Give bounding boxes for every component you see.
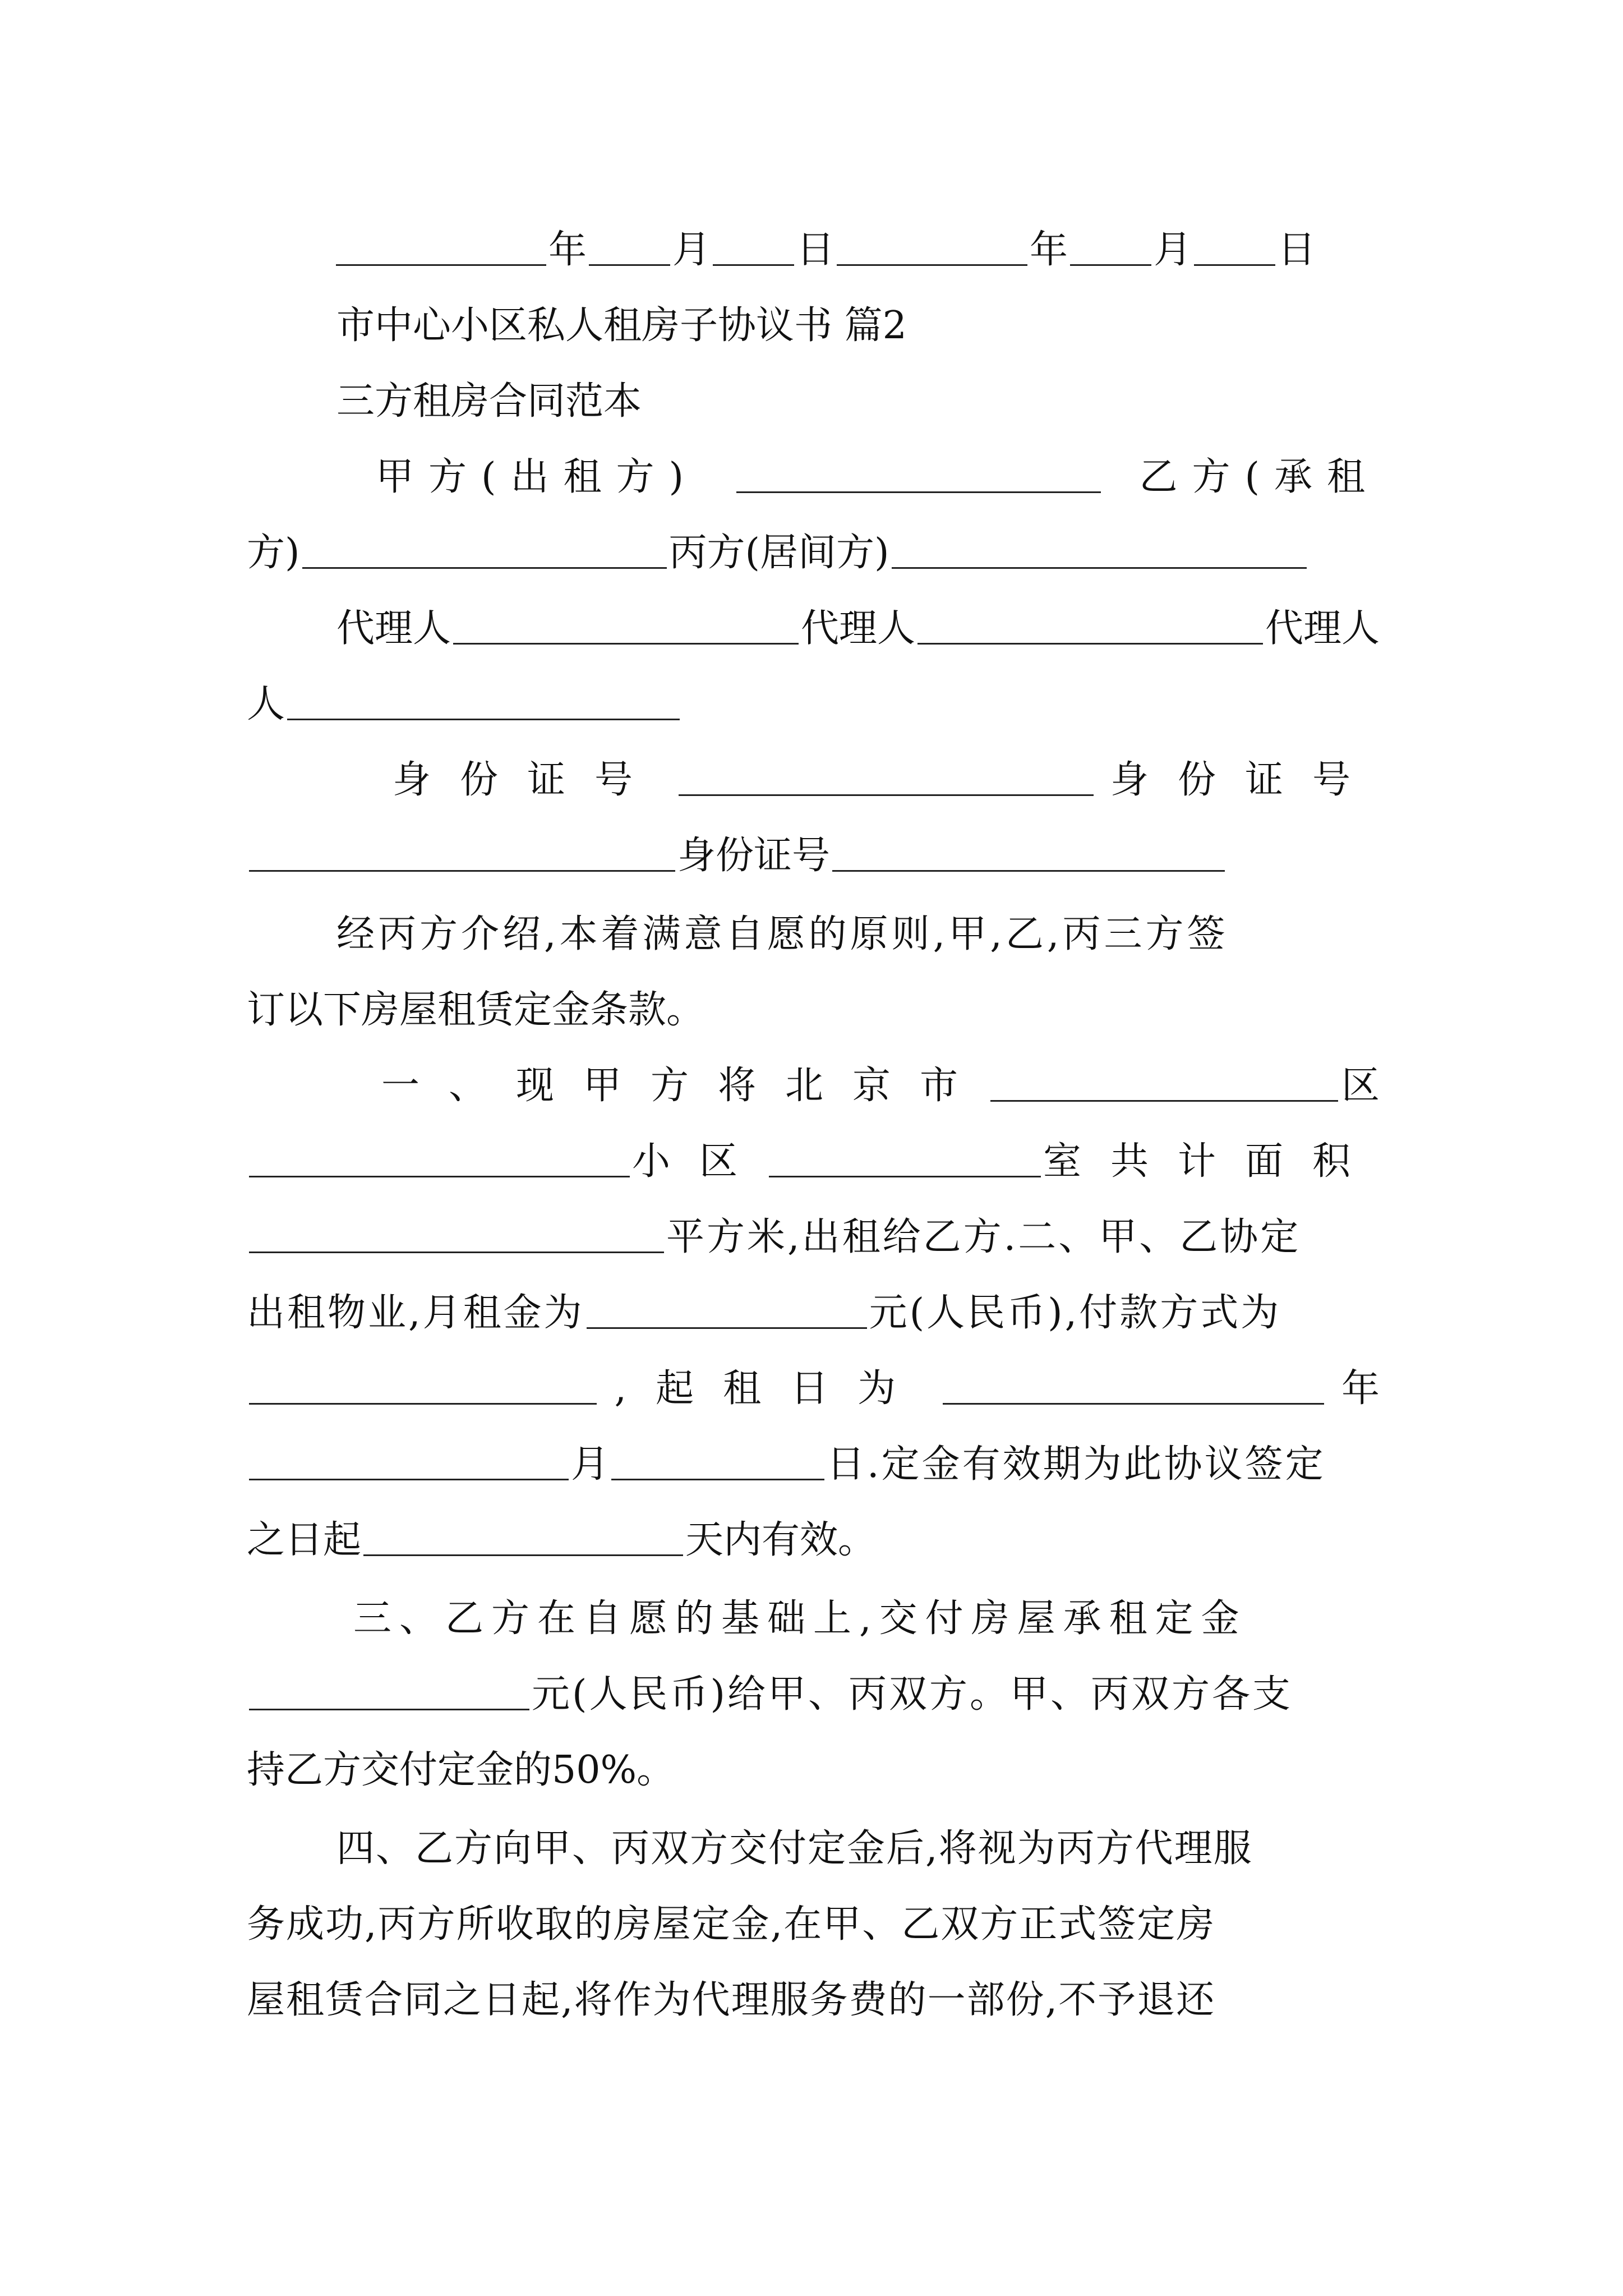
blank-field [249, 1174, 630, 1177]
blank-field [589, 262, 670, 266]
deposit-text: 元(人民币)给甲、丙双方。甲、丙双方各支 [532, 1672, 1293, 1717]
year-label: 年 [548, 228, 587, 272]
rent-label: 出租物业,月租金为 [247, 1291, 584, 1335]
clause-1-line-3 [247, 1189, 1380, 1257]
clause-4-text-cont: 务成功,丙方所收取的房屋定金,在甲、乙双方正式签定房 [247, 1902, 1216, 1947]
party-line-2 [247, 505, 1380, 575]
blank-field [287, 716, 680, 720]
intro-line [336, 886, 1380, 954]
contract-title-text: 三方租房合同范本 [336, 379, 642, 424]
party-b-blank [302, 565, 667, 569]
party-c-blank [892, 565, 1307, 569]
district-label: 区 [1341, 1064, 1380, 1108]
section-title-text: 市中心小区私人租房子协议书 篇2 [336, 303, 907, 348]
day-label: 日 [1278, 228, 1316, 272]
clause-4-text-cont: 屋租赁合同之日起,将作为代理服务费的一部份,不予退还 [247, 1978, 1216, 2022]
section-title [336, 278, 1469, 348]
id-number-label: 身份证号 [677, 834, 831, 878]
agent-label-cont: 人 [247, 682, 285, 726]
month-label: 月 [571, 1442, 610, 1487]
agent-line-cont [247, 656, 1380, 724]
district-blank [990, 1098, 1338, 1102]
validity-label: 日.定金有效期为此协议签定 [827, 1442, 1326, 1487]
blank-field [713, 262, 794, 266]
clause-1-line [381, 1038, 1380, 1108]
date-line [334, 202, 1377, 272]
rent-blank [587, 1325, 867, 1329]
deposit-blank [249, 1706, 529, 1710]
month-blank [249, 1476, 569, 1480]
year-blank [943, 1401, 1324, 1405]
clause-2-text: 平方米,出租给乙方.二、甲、乙协定 [666, 1215, 1301, 1259]
payment-blank [249, 1401, 597, 1405]
day-blank [611, 1476, 824, 1480]
blank-field [453, 641, 799, 645]
agent-label: 代理人 [1265, 606, 1380, 651]
blank-field [249, 868, 675, 872]
clause-2-line-4 [247, 1416, 1380, 1487]
area-blank [249, 1249, 664, 1253]
clause-2-line-3 [247, 1341, 1380, 1411]
blank-field [679, 792, 1094, 796]
id-line [393, 732, 1380, 802]
agent-line [336, 581, 1380, 651]
room-blank [769, 1174, 1041, 1177]
party-a-label: 甲方(出租方) [376, 455, 699, 499]
start-date-label: ,起租日为 [614, 1366, 925, 1411]
clause-4-text: 四、乙方向甲、丙双方交付定金后,将视为丙方代理服 [336, 1826, 1253, 1871]
intro-text: 经丙方介绍,本着满意自愿的原则,甲,乙,丙三方签 [336, 912, 1229, 956]
clause-1-line-2 [247, 1114, 1380, 1184]
days-blank [363, 1552, 683, 1556]
day-label: 日 [796, 228, 835, 272]
blank-field [1070, 262, 1151, 266]
clause-3-text: 三、乙方在自愿的基础上,交付房屋承租定金 [353, 1596, 1247, 1641]
party-b-label: 乙方(承租 [1139, 455, 1380, 499]
deposit-share-text: 持乙方交付定金的50%。 [247, 1748, 675, 1792]
area-label: 室共计面积 [1043, 1139, 1380, 1184]
clause-3-line-3 [247, 1722, 1380, 1792]
agent-label: 代理人 [336, 606, 451, 651]
clause-4-line-2 [247, 1876, 1380, 1947]
month-label: 月 [672, 228, 711, 272]
clause-1-text: 一、现甲方将北京市 [381, 1064, 988, 1108]
payment-label: 元(人民币),付款方式为 [869, 1291, 1281, 1335]
id-number-label: 身份证号 [1110, 758, 1380, 802]
blank-field [837, 262, 1027, 266]
blank-field [336, 262, 546, 266]
blank-field [917, 641, 1263, 645]
blank-field [1194, 262, 1275, 266]
intro-line-cont [247, 962, 1380, 1032]
clause-2-line-5 [247, 1492, 1380, 1562]
party-a-blank [736, 489, 1101, 493]
validity-start-label: 之日起 [247, 1518, 362, 1562]
community-label: 小区 [631, 1139, 767, 1184]
year-label: 年 [1341, 1366, 1380, 1411]
intro-text-cont: 订以下房屋租赁定金条款。 [247, 988, 705, 1032]
blank-field [832, 868, 1225, 872]
clause-3-line [353, 1571, 1380, 1641]
month-label: 月 [1154, 228, 1192, 272]
clause-4-line [336, 1801, 1380, 1871]
id-number-label: 身份证号 [393, 758, 662, 802]
party-c-label: 丙方(居间方) [668, 531, 889, 575]
year-label: 年 [1030, 228, 1068, 272]
clause-2-line-2 [247, 1265, 1380, 1335]
party-line-1 [376, 429, 1380, 499]
validity-end-label: 天内有效。 [685, 1518, 877, 1562]
party-b-label-cont: 方) [247, 531, 300, 575]
id-line-cont [247, 808, 1380, 878]
contract-title [336, 353, 1469, 424]
clause-3-line-2 [247, 1646, 1380, 1717]
agent-label: 代理人 [800, 606, 915, 651]
clause-4-line-3 [247, 1952, 1380, 2022]
